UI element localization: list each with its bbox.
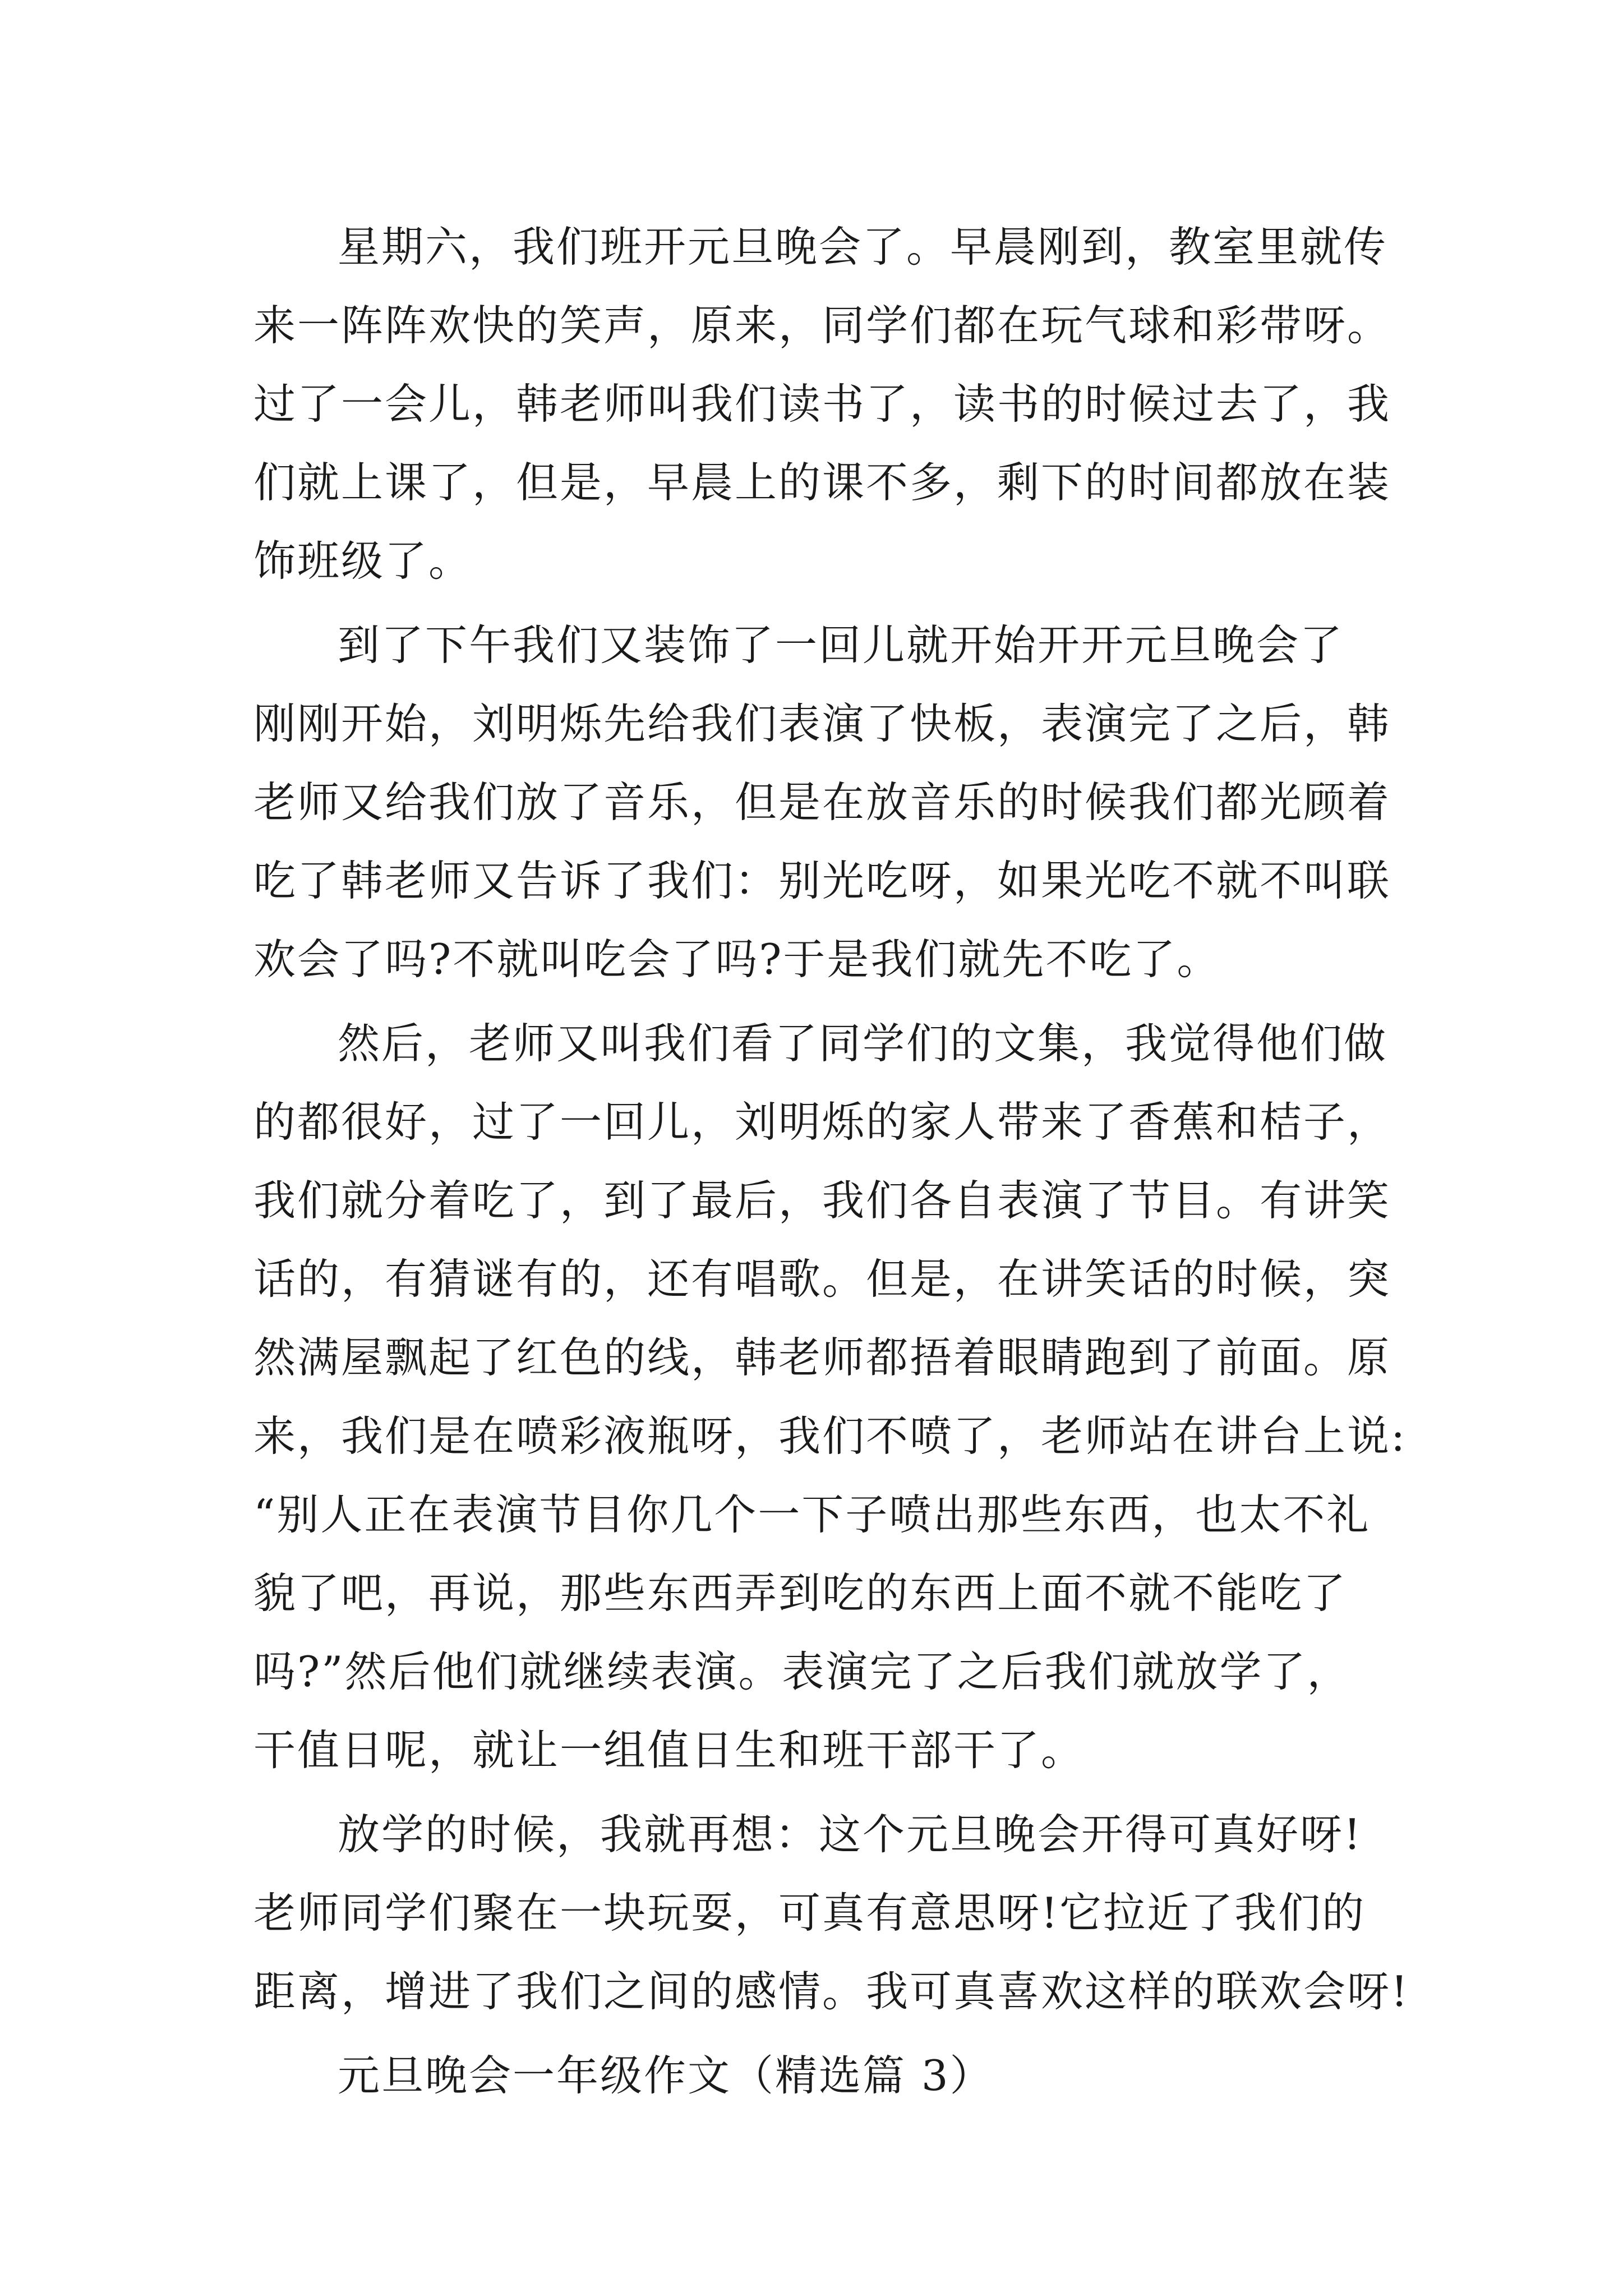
text-line: 刚刚开始，刘明烁先给我们表演了快板，表演完了之后，韩 [253,699,1391,748]
heading-line: 元旦晚会一年级作文（精选篇 3） [338,2051,994,2100]
section-heading [253,2036,1375,2115]
text-line: 吃了韩老师又告诉了我们：别光吃呀，如果光吃不就不叫联 [253,856,1391,905]
text-line: 我们就分着吃了，到了最后，我们各自表演了节目。有讲笑 [253,1176,1391,1225]
text-line: 星期六，我们班开元旦晚会了。早晨刚到，教室里就传 [338,222,1388,272]
paragraph [253,208,1391,600]
text-line: 的都很好，过了一回儿，刘明烁的家人带来了香蕉和桔子， [253,1097,1391,1147]
essay-body [253,208,1410,2115]
text-line: 饰班级了。 [253,536,473,586]
text-line: 话的，有猜谜有的，还有唱歌。但是，在讲笑话的时候，突 [253,1254,1391,1304]
text-line: “别人正在表演节目你几个一下子喷出那些东西，也太不礼 [253,1490,1371,1539]
text-line: 吗?”然后他们就继续表演。表演完了之后我们就放学了， [253,1647,1351,1696]
text-line: 们就上课了，但是，早晨上的课不多，剩下的时间都放在装 [253,458,1391,507]
paragraph [253,1004,1407,1789]
text-line: 来一阵阵欢快的笑声，原来，同学们都在玩气球和彩带呀。 [253,301,1391,350]
text-line: 然满屋飘起了红色的线，韩老师都捂着眼睛跑到了前面。原 [253,1333,1391,1382]
text-line: 老师同学们聚在一块玩耍，可真有意思呀!它拉近了我们的 [253,1888,1366,1938]
text-line: 欢会了吗?不就叫吃会了吗?于是我们就先不吃了。 [253,935,1221,984]
text-line: 放学的时候，我就再想：这个元旦晚会开得可真好呀! [338,1810,1363,1859]
text-line: 干值日呢，就让一组值日生和班干部干了。 [253,1726,1085,1775]
text-line: 然后，老师又叫我们看了同学们的文集，我觉得他们做 [338,1019,1388,1068]
text-line: 距离，增进了我们之间的感情。我可真喜欢这样的联欢会呀! [253,1967,1410,2016]
text-line: 到了下午我们又装饰了一回儿就开始开开元旦晚会了 [338,620,1344,670]
text-line: 貌了吧，再说，那些东西弄到吃的东西上面不就不能吃了 [253,1568,1348,1618]
text-line: 来，我们是在喷彩液瓶呀，我们不喷了，老师站在讲台上说: [253,1411,1407,1461]
paragraph [253,606,1391,999]
text-line: 老师又给我们放了音乐，但是在放音乐的时候我们都光顾着 [253,777,1391,827]
text-line: 过了一会儿，韩老师叫我们读书了，读书的时候过去了，我 [253,379,1391,429]
paragraph [253,1795,1410,2031]
